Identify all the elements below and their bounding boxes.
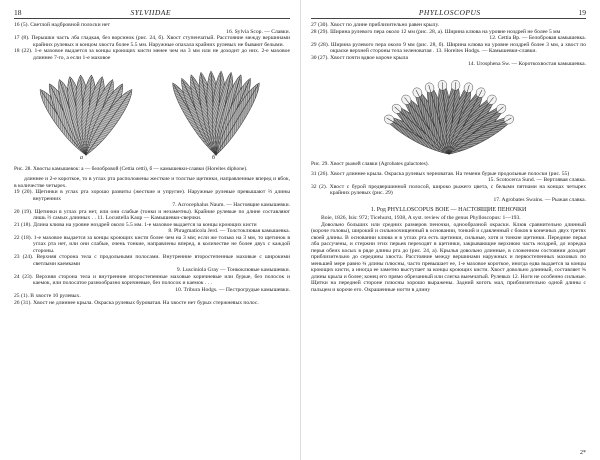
left-key-entries-b xyxy=(14,176,290,306)
right-page xyxy=(300,0,600,460)
agrobates-tail xyxy=(382,79,516,158)
key-result: 12. Cettia Bp. — Белобровая камышевка. xyxy=(489,35,586,41)
key-entry: длиннее и 2-е короткое, то в углах рта расположены жесткие и толстые щетинки, направленные вперед и вбок, в количестве четырех. xyxy=(14,176,290,189)
key-entry: 24 (23). Верхняя сторона тела и внутренние второстепенные маховые коричневые или бурые, без полосок и каемок, или полосатое разнообразно коричневые, без полосок и каемок . . . xyxy=(14,273,290,287)
key-entry: 19 (20). Щетинки в углах рта хорошо развиты (жесткие и упругие). Наружные рулевые превышают ⅔ длины внутренних xyxy=(14,189,290,202)
figure-label-a: а xyxy=(80,155,83,161)
key-entry: 27 (30). Хвост по длине приблизительно равен крылу. xyxy=(311,22,440,28)
key-entry: 25 (1). В хвосте 10 рулевых. xyxy=(14,293,81,300)
key-entry: 21 (18). Длина клюва на уровне ноздрей около 5.5 мм. 1-е маховое выдается за концы кроющих кисти xyxy=(14,221,257,228)
key-entry: 32 (2). Хвост с бурой предвершинной полосой, широко рыжего цвета, с белыми пятнами на концах четырех крайних рулевых (рис. 29) xyxy=(311,183,586,197)
signature-mark: 2* xyxy=(580,450,586,456)
left-page-number: 18 xyxy=(14,8,22,17)
tail-feathers-illustration xyxy=(14,63,290,165)
left-key-entries-a xyxy=(14,22,290,61)
key-result: 15. Scotocerca Sund. — Вертлявая славка. xyxy=(487,177,586,184)
key-entry: 31 (26). Хвост длиннее крыла. Окраска рулевых черноватая. На темени бурые продольные полоски (рис. 55) xyxy=(311,170,570,177)
key-result: 8. Phragmaticola Jerd. — Толстоклювая камышевка. xyxy=(168,228,290,235)
figure-label-b: б xyxy=(212,155,216,161)
key-entry: 26 (31). Хвост не длиннее крыла. Окраска рулевых буроватая. На хвосте нет бурых стержневых полос. xyxy=(14,299,259,306)
key-entry: 16 (5). Светлой надбровной полоски нет xyxy=(14,22,110,28)
key-entry: 17 (8). Перышки часть лба гладкая, без ворсинок (рис. 24, б). Хвост ступенчатый. Расстояние между вершинами крайних рулевых и концом хвоста более 5.5 мм. Наружные опахала крайних рулевых не бывают белыми. xyxy=(14,35,290,48)
right-running-title: PHYLLOSCOPUS xyxy=(418,8,481,17)
right-running-head xyxy=(311,8,586,19)
right-page-number: 19 xyxy=(578,8,586,17)
tail-a xyxy=(35,75,138,159)
left-running-head xyxy=(14,8,290,19)
figure-29-caption: Рис. 29. Хвост рыжей славки (Agrobates galactotes). xyxy=(311,160,429,167)
key-entry: 20 (19). Щетинки в углах рта нет, или они слабые (тонки и незаметны). Крайние рулевые по длине составляют лишь ⅔ самых длинных . . 11. Locustella Kaup — Камышевки-сверчки. xyxy=(14,208,290,222)
figure-29 xyxy=(311,70,586,160)
left-running-title: SYLVIIDAE xyxy=(130,8,171,17)
key-result: 10. Tribura Hodgs. — Пестрогрудые камышевки. xyxy=(175,286,290,293)
section-heading: 1. Род PHYLLOSCOPUS BOIE — НАСТОЯЩИЕ ПЕНОЧКИ xyxy=(370,207,527,214)
key-result: 7. Acrocephalus Naum. — Настоящие камышевки. xyxy=(172,202,290,209)
key-entry: 18 (22). 1-е маховое выдается за концы кроющих кисти менее чем на 3 мм или не доходит до них. 2-е маховое длиннее 7-го, а если 1-е маховое xyxy=(14,48,290,61)
figure-28-caption: Рис. 28. Хвосты камышевок: а — белобровой (Cettia cetti), б — камышевки-славки (Horeites diphone). xyxy=(14,166,248,172)
key-result: 14. Urosphena Sw. — Короткохвостая камышевка. xyxy=(467,61,586,67)
key-result: 9. Lusciniola Gray — Тонкоклювые камышевки. xyxy=(176,267,290,274)
genus-description: Довольно больших или средних размеров пеночки, однообразной окраски. Клюв сравнительно длинный (короче головы), широкий и сильноочищенный в основании, тонкий и сдавленный с боков в конечных двух третях своей длины. В основании клюва и в углах рта есть щетинки, сильные, хотя и тонкие щетинки. Передние перья лба рассучены, и стержни этих перьев переходят в щетинки, закрывающие верхнюю часть ноздрей, до изредка перья обеих косых в ряде длины рта до (рис. 24, а). Крылья довольно длинные, в сложенном состоянии доходят приблизительно до середины хвоста. Расстояние между вершинами наружных и первостепенных маховых по меньшей мере равно ¾ длины плюсны, часто превышает ее, 1-е маховое короткое, иногда едва выдается за концы кроющих кисти, а иногда ее заметно выступает за концы кроющих кисти. Хвост довольно длинный, составляет ¾ длины крыла и более; конец его прямо обрезанный или слегка выемчатый. Рулевых 12. Ноги не особенно сильные. Щитки на передней стороне плюсны хорошо выражены. Задний коготь мал, приблизительно одной длины с пальцем и короче его. Окрашенные ногти в длину xyxy=(311,221,586,293)
figure-28 xyxy=(14,63,290,165)
tail-b xyxy=(168,71,265,158)
key-entry: 22 (18). 1-е маховое выдается за концы кроющих кисти более чем на 3 мм; если же только на 3 мм, то щетинок в углах рта нет, или они слабые, очень тонкие, направлены вперед, в количестве не более двух с каждой стороны. xyxy=(14,234,290,254)
key-result: 17. Agrobates Swains. — Рыжая славка. xyxy=(493,196,586,203)
key-entry: 30 (27). Хвост почти вдвое короче крыла xyxy=(311,54,408,61)
key-entry: 29 (28). Ширина рулевого пера около 9 мм (рис. 28, б). Ширина клюва на уровне ноздрей более 3 мм, а хвост по окраске верхней стороны тела зеленоватая . 13. Horeites Hodgs. — Камышевки-славки. xyxy=(311,41,586,54)
key-entry: 28 (29). Ширина рулевого пера около 12 мм (рис. 28, а). Ширина клюва на уровне ноздрей не более 5 мм xyxy=(311,28,561,35)
key-result: 16. Sylvia Scop. — Славки. xyxy=(226,28,290,35)
key-entry: 23 (24). Верхняя сторона тела с продольными полосами. Внутренние второстепенные маховые с широкими светлыми каемками xyxy=(14,254,290,267)
genus-citation: Boie, 1826, Isis: 972; Ticehurst, 1938, A syst. review of the genus Phylloscopus: 1—193. xyxy=(321,215,521,222)
right-key-entries-a xyxy=(311,22,586,68)
agrobates-tail-illustration xyxy=(311,70,587,160)
right-key-entries-b xyxy=(311,171,586,204)
